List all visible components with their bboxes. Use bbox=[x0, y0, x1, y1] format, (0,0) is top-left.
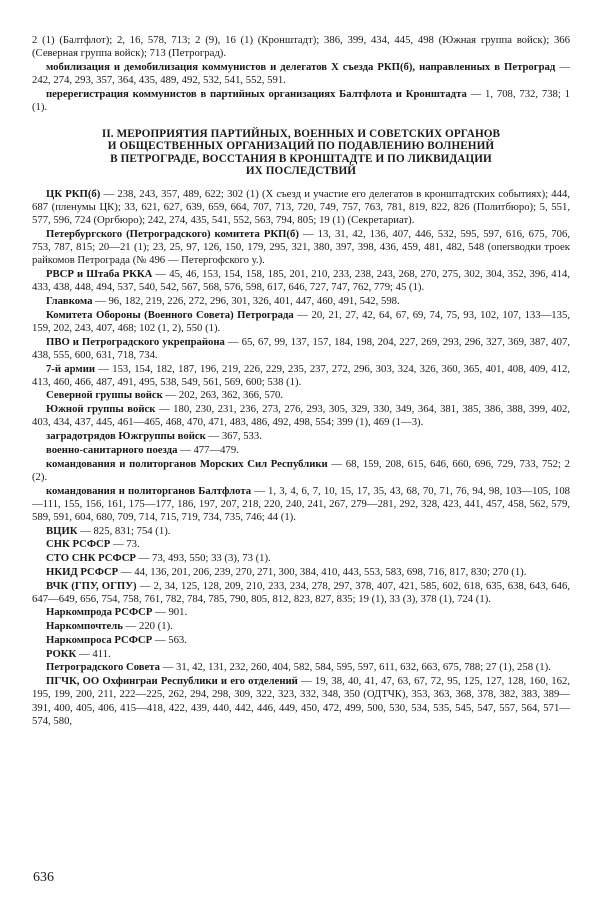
entry-pages: — 825, 831; 754 (1). bbox=[77, 524, 171, 537]
entry-heading: командования и политорганов Морских Сил Республики bbox=[46, 457, 328, 470]
intro-entries bbox=[32, 34, 570, 114]
index-entry bbox=[32, 648, 570, 661]
entry-heading: СТО СНК РСФСР bbox=[46, 552, 136, 565]
index-entry bbox=[32, 430, 570, 443]
section-title bbox=[32, 128, 570, 177]
entry-pages: 2 (1) (Балтфлот); 2, 16, 578, 713; 2 (9), 16 (1) (Кронштадт); 386, 399, 434, 445, 498 (Южная группа войск); 366 (Северная группа войск); 713 (Петроград). bbox=[32, 34, 570, 60]
entry-heading: Южной группы войск bbox=[46, 403, 156, 416]
entry-pages: — 477—479. bbox=[177, 443, 239, 456]
entry-heading: Главкома bbox=[46, 294, 93, 307]
index-entry bbox=[32, 188, 570, 227]
index-entry bbox=[32, 552, 570, 565]
entry-heading: перерегистрация коммунистов в партийных организациях Балтфлота и Кронштадта bbox=[46, 87, 467, 100]
index-entry bbox=[32, 336, 570, 362]
entry-heading: заградотрядов Южгруппы войск bbox=[46, 430, 206, 443]
index-entry bbox=[32, 566, 570, 579]
entry-heading: 7-й армии bbox=[46, 362, 96, 375]
entry-heading: мобилизация и демобилизация коммунистов и делегатов X съезда РКП(б), направленных в Петроград bbox=[46, 60, 556, 73]
entry-pages: — 73. bbox=[110, 538, 140, 551]
entry-pages: — 73, 493, 550; 33 (3), 73 (1). bbox=[135, 552, 271, 565]
entry-pages: — 1, 3, 4, 6, 7, 10, 15, 17, 35, 43, 68, 70, 71, 76, 94, 98, 103—105, 108—111, 155, 156, 161, 175—177, 186, 197, 207, 218, 220, 240, 241, 267, 279—281, 292, 328, 423, 441, 457, 458, 562, 579, 589, 591, 604, 680, 709, 714, 715, 719, 734, 735, 746; 44 (1). bbox=[32, 484, 571, 523]
index-entry bbox=[32, 363, 570, 389]
entry-pages: — 220 (1). bbox=[122, 620, 173, 633]
entry-pages: — 13, 31, 42, 136, 407, 446, 532, 595, 597, 616, 675, 706, 753, 787, 815; 20—21 (1); 23, 25, 97, 126, 150, 179, 295, 321, 380, 397, 398, 436, 459, 481, 482, 548 (опersводки троек райкомов Петрограда (№ 496 — Петергофского у.). bbox=[32, 228, 570, 267]
entry-pages: — 68, 159, 208, 615, 646, 660, 696, 729, 733, 752; 2 (2). bbox=[32, 457, 570, 483]
index-entry bbox=[32, 444, 570, 457]
entry-heading: ВЧК (ГПУ, ОГПУ) bbox=[46, 579, 137, 592]
entry-pages: — 65, 67, 99, 137, 157, 184, 198, 204, 227, 269, 293, 296, 327, 369, 387, 407, 438, 555, 600, 631, 718, 734. bbox=[32, 335, 571, 361]
entry-pages: — 31, 42, 131, 232, 260, 404, 582, 584, 595, 597, 611, 632, 663, 675, 788; 27 (1), 258 (1). bbox=[160, 661, 551, 674]
entry-pages: — 901. bbox=[152, 606, 188, 619]
index-entry bbox=[32, 268, 570, 294]
entry-pages: — 242, 274, 293, 357, 364, 435, 489, 492, 532, 541, 552, 591. bbox=[32, 60, 571, 87]
section-title-line: И ОБЩЕСТВЕННЫХ ОРГАНИЗАЦИЙ ПО ПОДАВЛЕНИЮ ВОЛНЕНИЙ bbox=[107, 140, 495, 153]
index-entry bbox=[32, 295, 570, 308]
index-entry bbox=[32, 403, 570, 429]
entry-pages: — 20, 21, 27, 42, 64, 67, 69, 74, 75, 93, 102, 107, 133—135, 159, 202, 243, 407, 468; 102 (1, 2), 550 (1). bbox=[32, 308, 570, 334]
index-entry bbox=[32, 34, 570, 60]
entry-heading: Наркомпочтель bbox=[46, 620, 123, 633]
entry-heading: командования и политорганов Балтфлота bbox=[46, 484, 252, 497]
entry-pages: — 1, 708, 732, 738; 1 (1). bbox=[32, 87, 570, 113]
index-entry bbox=[32, 228, 570, 267]
section-title-line: ИХ ПОСЛЕДСТВИЙ bbox=[245, 164, 357, 177]
section-title-line: II. МЕРОПРИЯТИЯ ПАРТИЙНЫХ, ВОЕННЫХ И СОВЕТСКИХ ОРГАНОВ bbox=[101, 128, 501, 141]
entry-heading: ПГЧК, ОО Охфинграи Республики и его отделений bbox=[46, 675, 298, 688]
index-entry bbox=[32, 61, 570, 87]
entry-heading: Комитета Обороны (Военного Совета) Петрограда bbox=[46, 308, 294, 321]
entry-heading: ПВО и Петроградского укрепрайона bbox=[46, 335, 225, 348]
index-entry bbox=[32, 88, 570, 114]
entry-heading: РОКК bbox=[46, 647, 77, 660]
entry-heading: военно-санитарного поезда bbox=[46, 443, 178, 456]
index-entry bbox=[32, 606, 570, 619]
entry-heading: Наркомпроса РСФСР bbox=[46, 633, 153, 646]
section-title-line: В ПЕТРОГРАДЕ, ВОССТАНИЯ В КРОНШТАДТЕ И ПО ЛИКВИДАЦИИ bbox=[110, 152, 492, 165]
entry-heading: Наркомпрода РСФСР bbox=[46, 606, 153, 619]
entry-heading: СНК РСФСР bbox=[46, 538, 111, 551]
entry-pages: — 45, 46, 153, 154, 158, 185, 201, 210, 233, 238, 243, 268, 270, 275, 302, 304, 352, 396, 414, 433, 438, 448, 494, 537, 540, 542, 567, 568, 576, 598, 617, 646, 727, 747, 762, 779; 45 (1). bbox=[32, 268, 570, 294]
entry-heading: РВСР и Штаба РККА bbox=[46, 268, 153, 281]
index-entry bbox=[32, 661, 570, 674]
entry-heading: НКИД РСФСР bbox=[46, 565, 119, 578]
entry-pages: — 238, 243, 357, 489, 622; 302 (1) (X съезд и участие его делегатов в кронштадтских событиях); 444, 687 (пленумы ЦК); 33, 621, 627, 639, 659, 664, 707, 713, 720, 749, 757, 763, 781, 819, 822, 826 (Политбюро); 5, 551, 577, 596, 724 (Оргбюро); 242, 274, 435, 541, 552, 563, 794, 805; 19 (1) (Секретариат). bbox=[32, 187, 571, 227]
entry-pages: — 2, 34, 125, 128, 209, 210, 233, 234, 278, 297, 378, 407, 421, 585, 602, 618, 635, 638, 643, 646, 647—649, 656, 754, 758, 761, 782, 784, 785, 790, 805, 812, 823, 827, 835; 19 (1), 33 (3), 378 (1), 724 (1). bbox=[32, 579, 570, 605]
entry-heading: ВЦИК bbox=[46, 524, 78, 537]
entry-pages: — 180, 230, 231, 236, 273, 276, 293, 305, 329, 330, 349, 364, 381, 385, 386, 388, 399, 402, 403, 434, 437, 445, 461—465, 468, 470, 471, 483, 486, 492, 498, 554; 399 (1), 469 (1—3). bbox=[32, 403, 571, 429]
index-entry bbox=[32, 675, 570, 728]
page-number: 636 bbox=[33, 870, 54, 885]
entry-heading: Петербургского (Петроградского) комитета РКП(б) bbox=[46, 228, 299, 240]
entry-pages: — 96, 182, 219, 226, 272, 296, 301, 326, 401, 447, 460, 491, 542, 598. bbox=[92, 294, 400, 307]
index-entry bbox=[32, 634, 570, 647]
entry-heading: Петроградского Совета bbox=[46, 661, 161, 674]
index-entry bbox=[32, 620, 570, 633]
entry-pages: — 153, 154, 182, 187, 196, 219, 226, 229, 235, 237, 272, 296, 303, 324, 326, 360, 365, 401, 408, 409, 412, 413, 460, 466, 487, 491, 495, 538, 549, 561, 569, 600; 538 (1). bbox=[32, 362, 570, 388]
index-entries bbox=[32, 188, 570, 728]
index-entry bbox=[32, 580, 570, 606]
entry-pages: — 367, 533. bbox=[205, 430, 262, 443]
entry-pages: — 44, 136, 201, 206, 239, 270, 271, 300, 384, 410, 443, 553, 583, 698, 716, 817, 830; 270 (1). bbox=[118, 565, 527, 578]
entry-pages: — 563. bbox=[152, 633, 187, 646]
document-page bbox=[32, 34, 570, 728]
index-entry bbox=[32, 525, 570, 538]
index-entry bbox=[32, 538, 570, 551]
entry-heading: ЦК РКП(б) bbox=[46, 187, 101, 200]
index-entry bbox=[32, 389, 570, 402]
index-entry bbox=[32, 309, 570, 335]
entry-pages: — 411. bbox=[76, 647, 111, 660]
index-entry bbox=[32, 458, 570, 484]
entry-heading: Северной группы войск bbox=[46, 389, 163, 402]
entry-pages: — 202, 263, 362, 366, 570. bbox=[162, 389, 284, 402]
index-entry bbox=[32, 485, 570, 524]
entry-pages: — 19, 38, 40, 41, 47, 63, 67, 72, 95, 125, 127, 128, 160, 162, 195, 199, 200, 211, 222—225, 262, 294, 298, 309, 322, 323, 332, 348, 350 (ОДТЧК), 353, 363, 368, 378, 382, 383, 389—391, 400, 405, 406, 415—418, 422, 439, 440, 442, 446, 449, 450, 472, 499, 500, 530, 534, 535, 545, 547, 557, 564, 571—574, 580, bbox=[32, 675, 571, 727]
